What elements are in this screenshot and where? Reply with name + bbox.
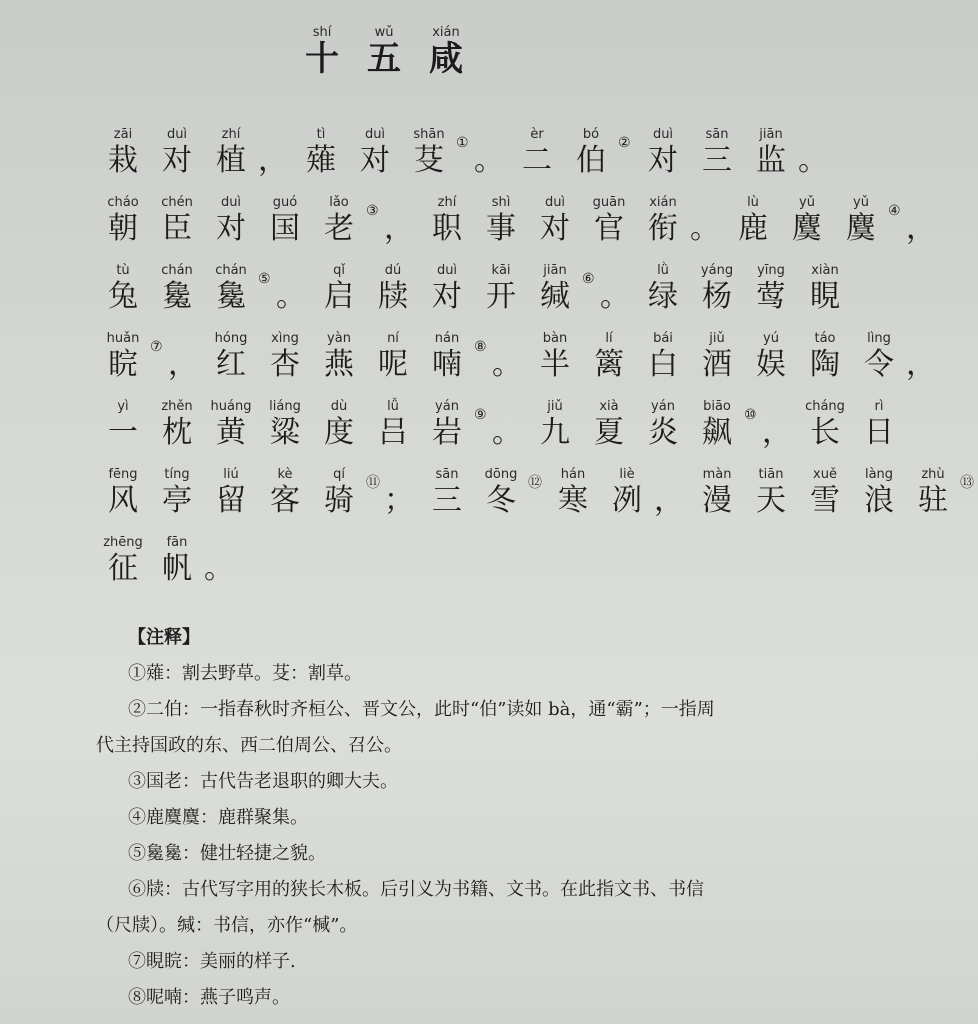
- verse-char: [582, 196, 636, 250]
- verse-char: [636, 264, 690, 318]
- verse-char: [852, 332, 906, 386]
- annotations-heading: 【注释】: [128, 627, 200, 648]
- verse-char: [258, 468, 312, 522]
- pinyin: lí: [605, 331, 613, 346]
- verse-char: [96, 332, 150, 386]
- verse-char: [636, 196, 690, 250]
- title-char: 十shí: [305, 25, 339, 79]
- verse-char: [798, 400, 852, 454]
- hanzi: 莺: [756, 279, 786, 314]
- hanzi: 对: [432, 279, 462, 314]
- title-char: 咸xián: [429, 25, 463, 79]
- punctuation: ，: [654, 483, 684, 518]
- pinyin: fān: [166, 535, 188, 550]
- pinyin: duì: [166, 127, 188, 142]
- pinyin: biāo: [703, 399, 731, 414]
- verse-char: [852, 468, 906, 522]
- punctuation: 。: [690, 211, 720, 246]
- hanzi: 征: [108, 551, 138, 586]
- footnote-marker: ①: [456, 135, 469, 151]
- hanzi: 风: [108, 483, 138, 518]
- verse-char: [96, 196, 150, 250]
- hanzi: 植: [216, 143, 246, 178]
- pinyin: lǜ: [657, 263, 669, 278]
- hanzi: 夏: [594, 415, 624, 450]
- hanzi: 对: [648, 143, 678, 178]
- verse-char: [204, 196, 258, 250]
- punctuation: 。: [204, 551, 234, 586]
- hanzi: 绿: [648, 279, 678, 314]
- pinyin: ní: [387, 331, 399, 346]
- pinyin: jiān: [543, 263, 567, 278]
- title-char: 五wǔ: [367, 25, 401, 79]
- hanzi: 枕: [162, 415, 192, 450]
- pinyin: nán: [434, 331, 460, 346]
- verse-char: [834, 196, 888, 250]
- verse-char: [906, 468, 960, 522]
- verse-char: [96, 128, 150, 182]
- footnote-marker: ⑪: [366, 475, 380, 491]
- verse-char: [474, 196, 528, 250]
- hanzi: 三: [432, 483, 462, 518]
- hanzi: 国: [270, 211, 300, 246]
- footnote-marker: ④: [888, 203, 901, 219]
- punctuation: 。: [474, 143, 504, 178]
- hanzi: 酒: [702, 347, 732, 382]
- pinyin: lǚ: [387, 399, 399, 414]
- hanzi: 令: [864, 347, 894, 382]
- hanzi: 骑: [324, 483, 354, 518]
- hanzi: 冽: [612, 483, 642, 518]
- hanzi: 冬: [486, 483, 516, 518]
- hanzi: 三: [702, 143, 732, 178]
- verse-char: [744, 264, 798, 318]
- pinyin: lù: [747, 195, 759, 210]
- verse-char: [312, 332, 366, 386]
- verse-char: [420, 264, 474, 318]
- pinyin: chén: [161, 195, 193, 210]
- punctuation: 。: [798, 143, 828, 178]
- verse-char: [96, 536, 150, 590]
- pinyin: jiǔ: [709, 331, 725, 346]
- verse-char: [150, 264, 204, 318]
- pinyin: hán: [560, 467, 586, 482]
- verse-char: [150, 128, 204, 182]
- pinyin: bàn: [542, 331, 568, 346]
- pinyin: yáng: [700, 263, 734, 278]
- pinyin: liú: [223, 467, 239, 482]
- verse-char: [744, 468, 798, 522]
- verse-char: [690, 128, 744, 182]
- hanzi: 帆: [162, 551, 192, 586]
- punctuation: 。: [492, 347, 522, 382]
- hanzi: 岩: [432, 415, 462, 450]
- hanzi: 开: [486, 279, 516, 314]
- annotation-item: ⑦睍睆：美丽的样子.: [128, 951, 296, 972]
- punctuation: ，: [762, 415, 792, 450]
- verse-char: [312, 196, 366, 250]
- verse-char: [636, 128, 690, 182]
- hanzi: 臣: [162, 211, 192, 246]
- pinyin: màn: [702, 467, 732, 482]
- pinyin: xián: [649, 195, 677, 210]
- verse-char: [780, 196, 834, 250]
- hanzi: 牍: [378, 279, 408, 314]
- verse-char: [744, 332, 798, 386]
- hanzi: 兔: [108, 279, 138, 314]
- hanzi: 漫: [702, 483, 732, 518]
- hanzi: 粱: [270, 415, 300, 450]
- verse-line: [96, 331, 936, 400]
- verse-char: [510, 128, 564, 182]
- hanzi: 芟: [414, 143, 444, 178]
- pinyin: huǎn: [106, 331, 140, 346]
- verse-char: [636, 400, 690, 454]
- verse-char: [312, 468, 366, 522]
- hanzi: 栽: [108, 143, 138, 178]
- footnote-marker: ②: [618, 135, 631, 151]
- pinyin: tíng: [164, 467, 190, 482]
- annotations: [96, 620, 726, 1016]
- pinyin: qǐ: [333, 263, 345, 278]
- hanzi: 白: [648, 347, 678, 382]
- verse-char: [744, 128, 798, 182]
- hanzi: 亭: [162, 483, 192, 518]
- footnote-marker: ⑬: [960, 475, 974, 491]
- verse-char: [96, 468, 150, 522]
- pinyin: tù: [116, 263, 130, 278]
- verse-char: [420, 400, 474, 454]
- pinyin: rì: [874, 399, 884, 414]
- hanzi: 雪: [810, 483, 840, 518]
- verse-char: [546, 468, 600, 522]
- verse-char: [366, 400, 420, 454]
- punctuation: ，: [384, 211, 414, 246]
- hanzi: 监: [756, 143, 786, 178]
- hanzi: 日: [864, 415, 894, 450]
- punctuation: 。: [276, 279, 306, 314]
- hanzi: 事: [486, 211, 516, 246]
- pinyin: liè: [619, 467, 635, 482]
- verse-char: [420, 332, 474, 386]
- hanzi: 毚: [216, 279, 246, 314]
- verse-char: [474, 468, 528, 522]
- pinyin: cháng: [805, 399, 845, 414]
- verse-line: [96, 399, 894, 468]
- hanzi: 毚: [162, 279, 192, 314]
- annotations-list: [96, 656, 726, 1016]
- hanzi: 启: [324, 279, 354, 314]
- hanzi: 对: [540, 211, 570, 246]
- pinyin: yīng: [757, 263, 785, 278]
- hanzi: 留: [216, 483, 246, 518]
- verse-line: [96, 195, 936, 264]
- verse-char: [564, 128, 618, 182]
- pinyin: táo: [814, 331, 836, 346]
- hanzi: 飙: [702, 415, 732, 450]
- verse-line: [96, 127, 828, 196]
- verse-char: [312, 400, 366, 454]
- pinyin: dú: [384, 263, 402, 278]
- punctuation: ；: [384, 483, 414, 518]
- pinyin: yǔ: [853, 195, 869, 210]
- hanzi: 半: [540, 347, 570, 382]
- verse-char: [96, 264, 150, 318]
- verse-char: [312, 264, 366, 318]
- verse-char: [474, 264, 528, 318]
- pinyin: sān: [435, 467, 459, 482]
- verse-char: [204, 128, 258, 182]
- annotation-item: ⑤毚毚：健壮轻捷之貌。: [128, 843, 326, 864]
- pinyin: yú: [763, 331, 779, 346]
- pinyin: yàn: [327, 331, 351, 346]
- hanzi: 红: [216, 347, 246, 382]
- footnote-marker: ⑦: [150, 339, 163, 355]
- hanzi: 长: [810, 415, 840, 450]
- hanzi: 炎: [648, 415, 678, 450]
- hanzi: 麌: [792, 211, 822, 246]
- hanzi: 朝: [108, 211, 138, 246]
- hanzi: 天: [756, 483, 786, 518]
- pinyin: èr: [530, 127, 544, 142]
- annotation-item: ④鹿麌麌：鹿群聚集。: [128, 807, 308, 828]
- punctuation: ，: [258, 143, 288, 178]
- hanzi: 呢: [378, 347, 408, 382]
- verse-text: [96, 127, 974, 604]
- hanzi: 度: [324, 415, 354, 450]
- punctuation: ，: [906, 347, 936, 382]
- pinyin: dōng: [484, 467, 518, 482]
- verse-char: [420, 468, 474, 522]
- page-title: [0, 26, 768, 80]
- pinyin: tì: [316, 127, 326, 142]
- verse-char: [852, 400, 906, 454]
- punctuation: 。: [492, 415, 522, 450]
- verse-char: [366, 332, 420, 386]
- hanzi: 睍: [810, 279, 840, 314]
- hanzi: 伯: [576, 143, 606, 178]
- verse-char: [258, 400, 312, 454]
- verse-char: [204, 400, 258, 454]
- pinyin: jiān: [759, 127, 783, 142]
- footnote-marker: ⑥: [582, 271, 595, 287]
- hanzi: 燕: [324, 347, 354, 382]
- pinyin: tiān: [758, 467, 784, 482]
- verse-char: [582, 332, 636, 386]
- footnote-marker: ⑩: [744, 407, 757, 423]
- verse-char: [528, 264, 582, 318]
- hanzi: 对: [216, 211, 246, 246]
- annotation-item: ①薙：割去野草。芟：割草。: [128, 663, 362, 684]
- hanzi: 喃: [432, 347, 462, 382]
- pinyin: zhí: [221, 127, 241, 142]
- hanzi: 黄: [216, 415, 246, 450]
- pinyin: shān: [413, 127, 445, 142]
- pinyin: làng: [864, 467, 894, 482]
- pinyin: zhù: [921, 467, 945, 482]
- pinyin: bái: [653, 331, 673, 346]
- pinyin: xìng: [271, 331, 299, 346]
- verse-char: [204, 468, 258, 522]
- hanzi: 官: [594, 211, 624, 246]
- verse-char: [150, 400, 204, 454]
- pinyin: xià: [599, 399, 619, 414]
- pinyin: qí: [333, 467, 345, 482]
- verse-char: [726, 196, 780, 250]
- verse-char: [690, 400, 744, 454]
- pinyin: guó: [272, 195, 298, 210]
- pinyin: chán: [215, 263, 247, 278]
- hanzi: 一: [108, 415, 138, 450]
- verse-line: [96, 536, 736, 604]
- pinyin: shì: [491, 195, 511, 210]
- pinyin: zhěn: [161, 399, 193, 414]
- pinyin: cháo: [107, 195, 139, 210]
- hanzi: 薙: [306, 143, 336, 178]
- footnote-marker: ⑫: [528, 475, 542, 491]
- pinyin: yǔ: [799, 195, 815, 210]
- pinyin: duì: [652, 127, 674, 142]
- pinyin: lìng: [867, 331, 891, 346]
- verse-char: [690, 468, 744, 522]
- pinyin: yì: [117, 399, 129, 414]
- punctuation: 。: [600, 279, 630, 314]
- pinyin: chán: [161, 263, 193, 278]
- pinyin: kè: [277, 467, 293, 482]
- hanzi: 篱: [594, 347, 624, 382]
- pinyin: guān: [592, 195, 626, 210]
- hanzi: 浪: [864, 483, 894, 518]
- verse-char: [402, 128, 456, 182]
- verse-char: [150, 536, 204, 590]
- verse-char: [528, 332, 582, 386]
- pinyin: hóng: [214, 331, 248, 346]
- annotation-item: ⑧呢喃：燕子鸣声。: [128, 987, 290, 1008]
- pinyin: duì: [544, 195, 566, 210]
- pinyin: sān: [705, 127, 729, 142]
- verse-char: [528, 196, 582, 250]
- verse-char: [96, 400, 150, 454]
- annotation-item: ③国老：古代告老退职的卿大夫。: [128, 771, 398, 792]
- hanzi: 九: [540, 415, 570, 450]
- pinyin: huáng: [210, 399, 252, 414]
- hanzi: 鹿: [738, 211, 768, 246]
- verse-char: [582, 400, 636, 454]
- hanzi: 老: [324, 211, 354, 246]
- hanzi: 驻: [918, 483, 948, 518]
- verse-char: [204, 332, 258, 386]
- pinyin: duì: [220, 195, 242, 210]
- pinyin: fēng: [108, 467, 138, 482]
- pinyin: duì: [436, 263, 458, 278]
- verse-char: [348, 128, 402, 182]
- pinyin: xiàn: [811, 263, 839, 278]
- verse-char: [600, 468, 654, 522]
- verse-char: [258, 196, 312, 250]
- verse-char: [798, 332, 852, 386]
- pinyin: kāi: [491, 263, 511, 278]
- footnote-marker: ⑨: [474, 407, 487, 423]
- pinyin: zhí: [437, 195, 457, 210]
- verse-char: [636, 332, 690, 386]
- verse-char: [204, 264, 258, 318]
- verse-char: [150, 468, 204, 522]
- pinyin: lǎo: [329, 195, 349, 210]
- verse-char: [150, 196, 204, 250]
- hanzi: 陶: [810, 347, 840, 382]
- hanzi: 缄: [540, 279, 570, 314]
- hanzi: 职: [432, 211, 462, 246]
- footnote-marker: ③: [366, 203, 379, 219]
- hanzi: 客: [270, 483, 300, 518]
- punctuation: ，: [168, 347, 198, 382]
- pinyin: yán: [651, 399, 675, 414]
- verse-char: [294, 128, 348, 182]
- verse-char: [690, 264, 744, 318]
- verse-char: [366, 264, 420, 318]
- verse-char: [420, 196, 474, 250]
- footnote-marker: ⑧: [474, 339, 487, 355]
- pinyin: jiǔ: [547, 399, 563, 414]
- hanzi: 寒: [558, 483, 588, 518]
- punctuation: ，: [906, 211, 936, 246]
- pinyin: yán: [435, 399, 459, 414]
- pinyin: zāi: [113, 127, 133, 142]
- verse-char: [798, 468, 852, 522]
- hanzi: 对: [162, 143, 192, 178]
- pinyin: liáng: [269, 399, 301, 414]
- annotation-item: ②二伯：一指春秋时齐桓公、晋文公，此时“伯”读如 bà，通“霸”；一指周代主持国政的东、西二伯周公、召公。: [96, 699, 715, 756]
- hanzi: 对: [360, 143, 390, 178]
- verse-char: [798, 264, 852, 318]
- hanzi: 衔: [648, 211, 678, 246]
- hanzi: 杏: [270, 347, 300, 382]
- verse-char: [690, 332, 744, 386]
- verse-char: [528, 400, 582, 454]
- hanzi: 睆: [108, 347, 138, 382]
- verse-line: [96, 467, 974, 536]
- pinyin: zhēng: [103, 535, 143, 550]
- hanzi: 吕: [378, 415, 408, 450]
- pinyin: xuě: [813, 467, 837, 482]
- hanzi: 娱: [756, 347, 786, 382]
- verse-char: [258, 332, 312, 386]
- hanzi: 杨: [702, 279, 732, 314]
- pinyin: dù: [330, 399, 348, 414]
- pinyin: bó: [582, 127, 600, 142]
- annotation-item: ⑥牍：古代写字用的狭长木板。后引义为书籍、文书。在此指文书、书信（尺牍）。缄：书信，亦作“椷”。: [96, 879, 704, 936]
- footnote-marker: ⑤: [258, 271, 271, 287]
- hanzi: 麌: [846, 211, 876, 246]
- pinyin: duì: [364, 127, 386, 142]
- verse-line: [96, 263, 840, 332]
- hanzi: 二: [522, 143, 552, 178]
